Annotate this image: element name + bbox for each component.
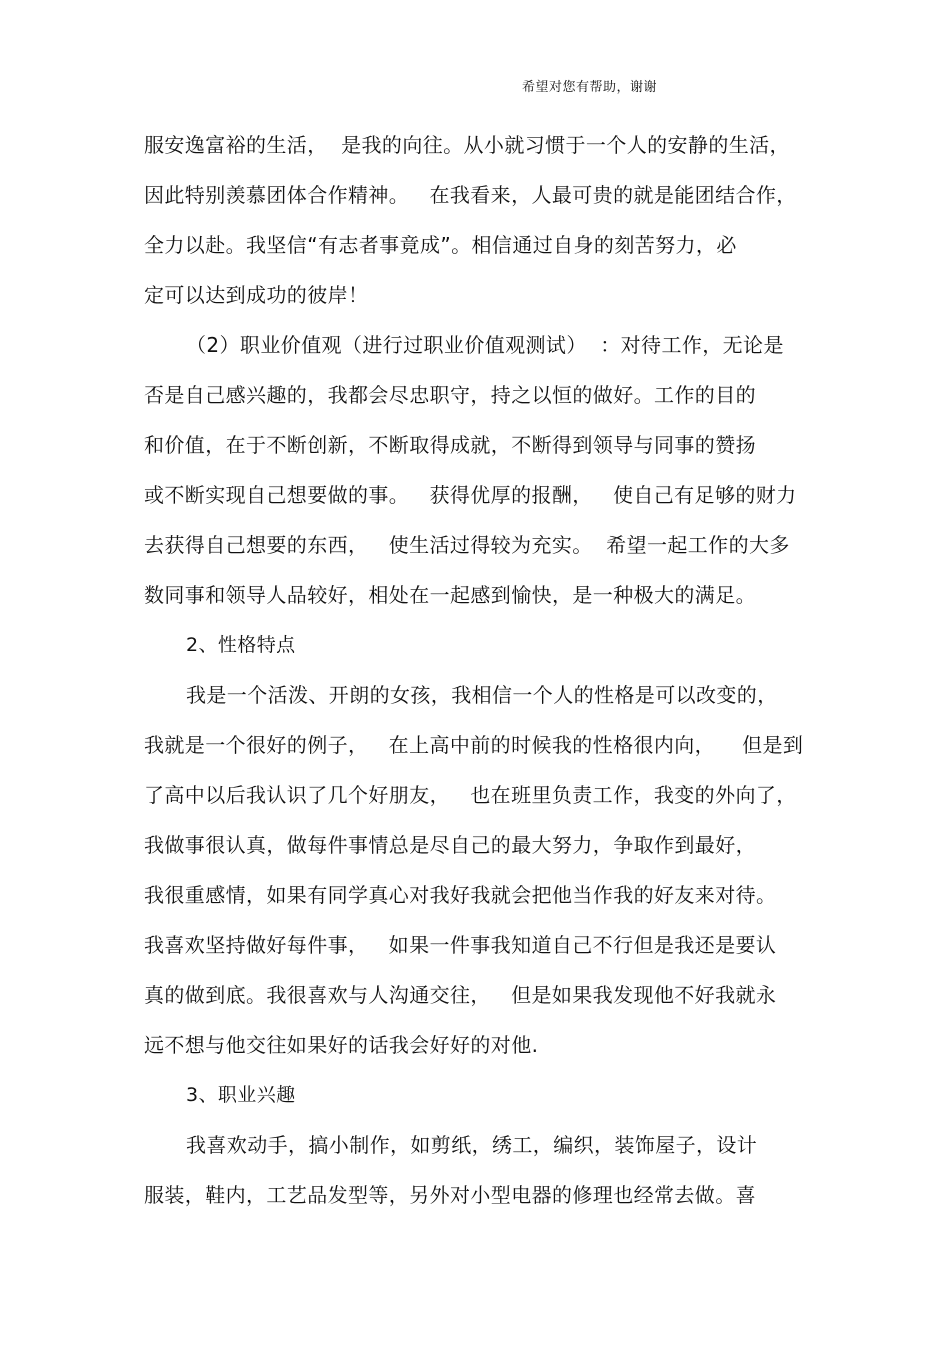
text-line: 或不断实现自己想要做的事。 获得优厚的报酬， 使自己有足够的财力 (144, 483, 797, 507)
text-line: 真的做到底。我很喜欢与人沟通交往， 但是如果我发现他不好我就永 (144, 983, 777, 1007)
text-line: 服装，鞋内，工艺品发型等，另外对小型电器的修理也经常去做。喜 (144, 1183, 756, 1207)
text-line: 否是自己感兴趣的，我都会尽忠职守，持之以恒的做好。工作的目的 (144, 383, 756, 407)
text-line: 因此特别羡慕团体合作精神。 在我看来，人最可贵的就是能团结合作， (144, 183, 797, 207)
text-line: 我是一个活泼、开朗的女孩，我相信一个人的性格是可以改变的， (186, 683, 778, 707)
text-line: 全力以赴。我坚信“有志者事竟成”。相信通过自身的刻苦努力，必 (144, 233, 737, 257)
section-heading: 2、性格特点 (186, 634, 296, 656)
text-line: 服安逸富裕的生活， 是我的向往。从小就习惯于一个人的安静的生活， (144, 133, 790, 157)
text-line: 我做事很认真，做每件事情总是尽自己的最大努力，争取作到最好， (144, 833, 756, 857)
text-line: 去获得自己想要的东西， 使生活过得较为充实。 希望一起工作的大多 (144, 533, 790, 557)
text-line: 我喜欢坚持做好每件事， 如果一件事我知道自己不行但是我还是要认 (144, 933, 777, 957)
text-line: （2）职业价值观（进行过职业价值观测试） ：对待工作，无论是 (186, 333, 784, 357)
text-line: 定可以达到成功的彼岸！ (144, 283, 369, 307)
section-heading: 3、职业兴趣 (186, 1084, 296, 1106)
text-line: 远不想与他交往如果好的话我会好好的对他. (144, 1033, 539, 1057)
text-line: 我就是一个很好的例子， 在上高中前的时候我的性格很内向， 但是到 (144, 733, 804, 757)
text-line: 我喜欢动手，搞小制作，如剪纸，绣工，编织，装饰屋子，设计 (186, 1133, 758, 1157)
text-line: 数同事和领导人品较好，相处在一起感到愉快，是一种极大的满足。 (144, 583, 756, 607)
page-header: 希望对您有帮助，谢谢 (522, 80, 658, 95)
text-line: 我很重感情，如果有同学真心对我好我就会把他当作我的好友来对待。 (144, 883, 777, 907)
text-line: 了高中以后我认识了几个好朋友， 也在班里负责工作，我变的外向了， (144, 783, 797, 807)
text-line: 和价值，在于不断创新，不断取得成就，不断得到领导与同事的赞扬 (144, 433, 756, 457)
document-body (144, 123, 824, 1223)
